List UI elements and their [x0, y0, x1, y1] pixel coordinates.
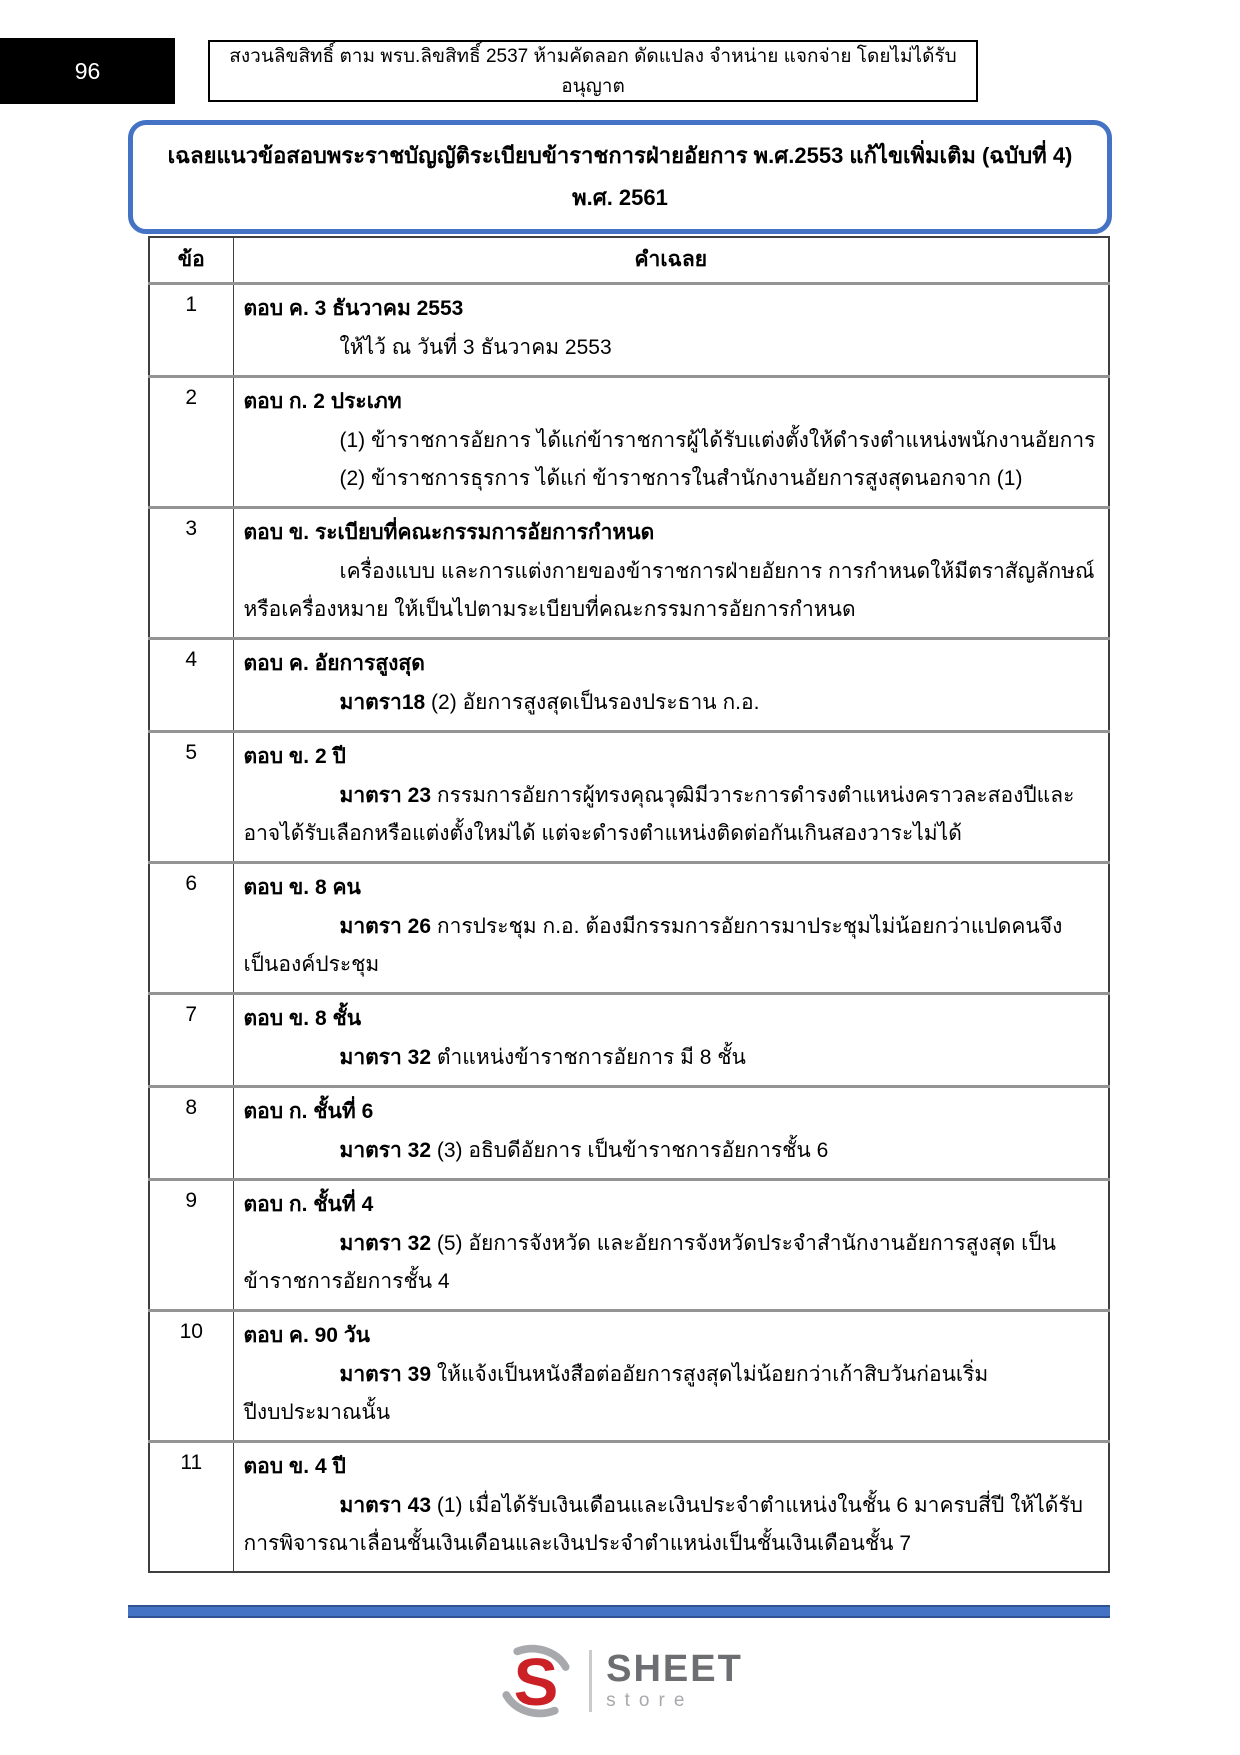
table-row	[149, 993, 1109, 1086]
copyright-banner	[208, 40, 978, 102]
answer-text: ตอบ ข. 8 ชั้น	[243, 1006, 362, 1030]
answer-text: ตอบ ก. 2 ประเภท	[243, 389, 402, 413]
table-row	[149, 638, 1109, 731]
table-row	[149, 1086, 1109, 1179]
table-row	[149, 1441, 1109, 1572]
answer-text: ตอบ ข. 4 ปี	[243, 1454, 346, 1478]
answer-detail: ให้ไว้ ณ วันที่ 3 ธันวาคม 2553	[339, 335, 612, 359]
answer-cell	[233, 1441, 1109, 1572]
answer-cell	[233, 1179, 1109, 1310]
question-number: 6	[149, 862, 233, 993]
logo-subtitle: store	[606, 1690, 694, 1711]
answer-text: ตอบ ข. 2 ปี	[243, 744, 346, 768]
answer-text: ตอบ ก. ชั้นที่ 4	[243, 1192, 374, 1216]
answer-text: ตอบ ก. ชั้นที่ 6	[243, 1099, 374, 1123]
answer-text: ตอบ ข. ระเบียบที่คณะกรรมการอัยการกำหนด	[243, 520, 655, 544]
document-title-line1: เฉลยแนวข้อสอบพระราชบัญญัติระเบียบข้าราชการฝ่ายอัยการ พ.ศ.2553 แก้ไขเพิ่มเติม (ฉบับที่ 4)	[167, 143, 1073, 168]
svg-text:S: S	[513, 1645, 559, 1720]
page-number-text: 96	[74, 57, 101, 84]
answer-detail: มาตรา18 (2) อัยการสูงสุดเป็นรองประธาน ก.อ.	[339, 690, 760, 714]
answer-cell	[233, 507, 1109, 638]
answer-text: ตอบ ค. 3 ธันวาคม 2553	[243, 296, 464, 320]
table-row	[149, 507, 1109, 638]
answer-detail: มาตรา 32 (3) อธิบดีอัยการ เป็นข้าราชการอัยการชั้น 6	[339, 1138, 829, 1162]
answers-body	[149, 283, 1109, 1572]
table-header-row	[149, 237, 1109, 283]
answer-cell	[233, 1310, 1109, 1441]
sheet-store-icon	[497, 1642, 575, 1720]
answer-cell	[233, 638, 1109, 731]
question-number: 3	[149, 507, 233, 638]
answer-text: ตอบ ค. อัยการสูงสุด	[243, 651, 425, 675]
answer-cell	[233, 376, 1109, 507]
table-row	[149, 376, 1109, 507]
question-number: 1	[149, 283, 233, 376]
answer-detail: (2) ข้าราชการธุรการ ได้แก่ ข้าราชการในสำนักงานอัยการสูงสุดนอกจาก (1)	[339, 466, 1023, 490]
answer-text: ตอบ ค. 90 วัน	[243, 1323, 370, 1347]
answer-detail: มาตรา 32 (5) อัยการจังหวัด และอัยการจังหวัดประจำสำนักงานอัยการสูงสุด เป็นข้าราชการอัยการชั้น 4	[243, 1231, 1056, 1293]
answer-detail: (1) ข้าราชการอัยการ ได้แก่ข้าราชการผู้ได้รับแต่งตั้งให้ดำรงตำแหน่งพนักงานอัยการ	[339, 428, 1096, 452]
question-number: 2	[149, 376, 233, 507]
question-number: 11	[149, 1441, 233, 1572]
answer-cell	[233, 283, 1109, 376]
answer-cell	[233, 1086, 1109, 1179]
answer-cell	[233, 993, 1109, 1086]
copyright-text: สงวนลิขสิทธิ์ ตาม พรบ.ลิขสิทธิ์ 2537 ห้ามคัดลอก ดัดแปลง จำหน่าย แจกจ่าย โดยไม่ได้รับอนุญาต	[229, 46, 957, 97]
answer-table	[148, 236, 1110, 1573]
document-title-line2: พ.ศ. 2561	[572, 185, 668, 210]
answer-detail: มาตรา 32 ตำแหน่งข้าราชการอัยการ มี 8 ชั้น	[339, 1045, 746, 1069]
question-number: 5	[149, 731, 233, 862]
question-number: 9	[149, 1179, 233, 1310]
table-row	[149, 862, 1109, 993]
answer-table-container	[148, 236, 1110, 1573]
answer-detail: มาตรา 26 การประชุม ก.อ. ต้องมีกรรมการอัยการมาประชุมไม่น้อยกว่าแปดคนจึงเป็นองค์ประชุม	[243, 914, 1063, 976]
sheet-store-logo	[0, 1642, 1240, 1720]
table-row	[149, 1179, 1109, 1310]
table-row	[149, 283, 1109, 376]
answer-text: ตอบ ข. 8 คน	[243, 875, 361, 899]
question-number: 8	[149, 1086, 233, 1179]
column-header-number: ข้อ	[149, 237, 233, 283]
question-number: 10	[149, 1310, 233, 1441]
answer-detail: มาตรา 43 (1) เมื่อได้รับเงินเดือนและเงินประจำตำแหน่งในชั้น 6 มาครบสี่ปี ให้ได้รับการพิจารณาเลื่อนชั้นเงินเดือนและเงินประจำตำแหน่งเป็นชั้นเงินเดือนชั้น 7	[243, 1493, 1084, 1555]
table-row	[149, 731, 1109, 862]
document-title-box	[128, 120, 1112, 234]
answer-cell	[233, 731, 1109, 862]
answer-detail: เครื่องแบบ และการแต่งกายของข้าราชการฝ่ายอัยการ การกำหนดให้มีตราสัญลักษณ์ หรือเครื่องหมาย ให้เป็นไปตามระเบียบที่คณะกรรมการอัยการกำหนด	[243, 559, 1095, 621]
footer-divider-bar	[128, 1605, 1110, 1618]
answer-detail: มาตรา 23 กรรมการอัยการผู้ทรงคุณวุฒิมีวาระการดำรงตำแหน่งคราวละสองปีและอาจได้รับเลือกหรือแต่งตั้งใหม่ได้ แต่จะดำรงตำแหน่งติดต่อกันเกินสองวาระไม่ได้	[243, 783, 1075, 845]
logo-title: SHEET	[606, 1648, 743, 1690]
page-number	[0, 38, 175, 104]
logo-divider	[589, 1650, 592, 1712]
question-number: 4	[149, 638, 233, 731]
column-header-answer: คำเฉลย	[233, 237, 1109, 283]
answer-detail: มาตรา 39 ให้แจ้งเป็นหนังสือต่ออัยการสูงสุดไม่น้อยกว่าเก้าสิบวันก่อนเริ่มปีงบประมาณนั้น	[243, 1362, 989, 1424]
question-number: 7	[149, 993, 233, 1086]
logo-text	[606, 1649, 743, 1713]
answer-cell	[233, 862, 1109, 993]
table-row	[149, 1310, 1109, 1441]
